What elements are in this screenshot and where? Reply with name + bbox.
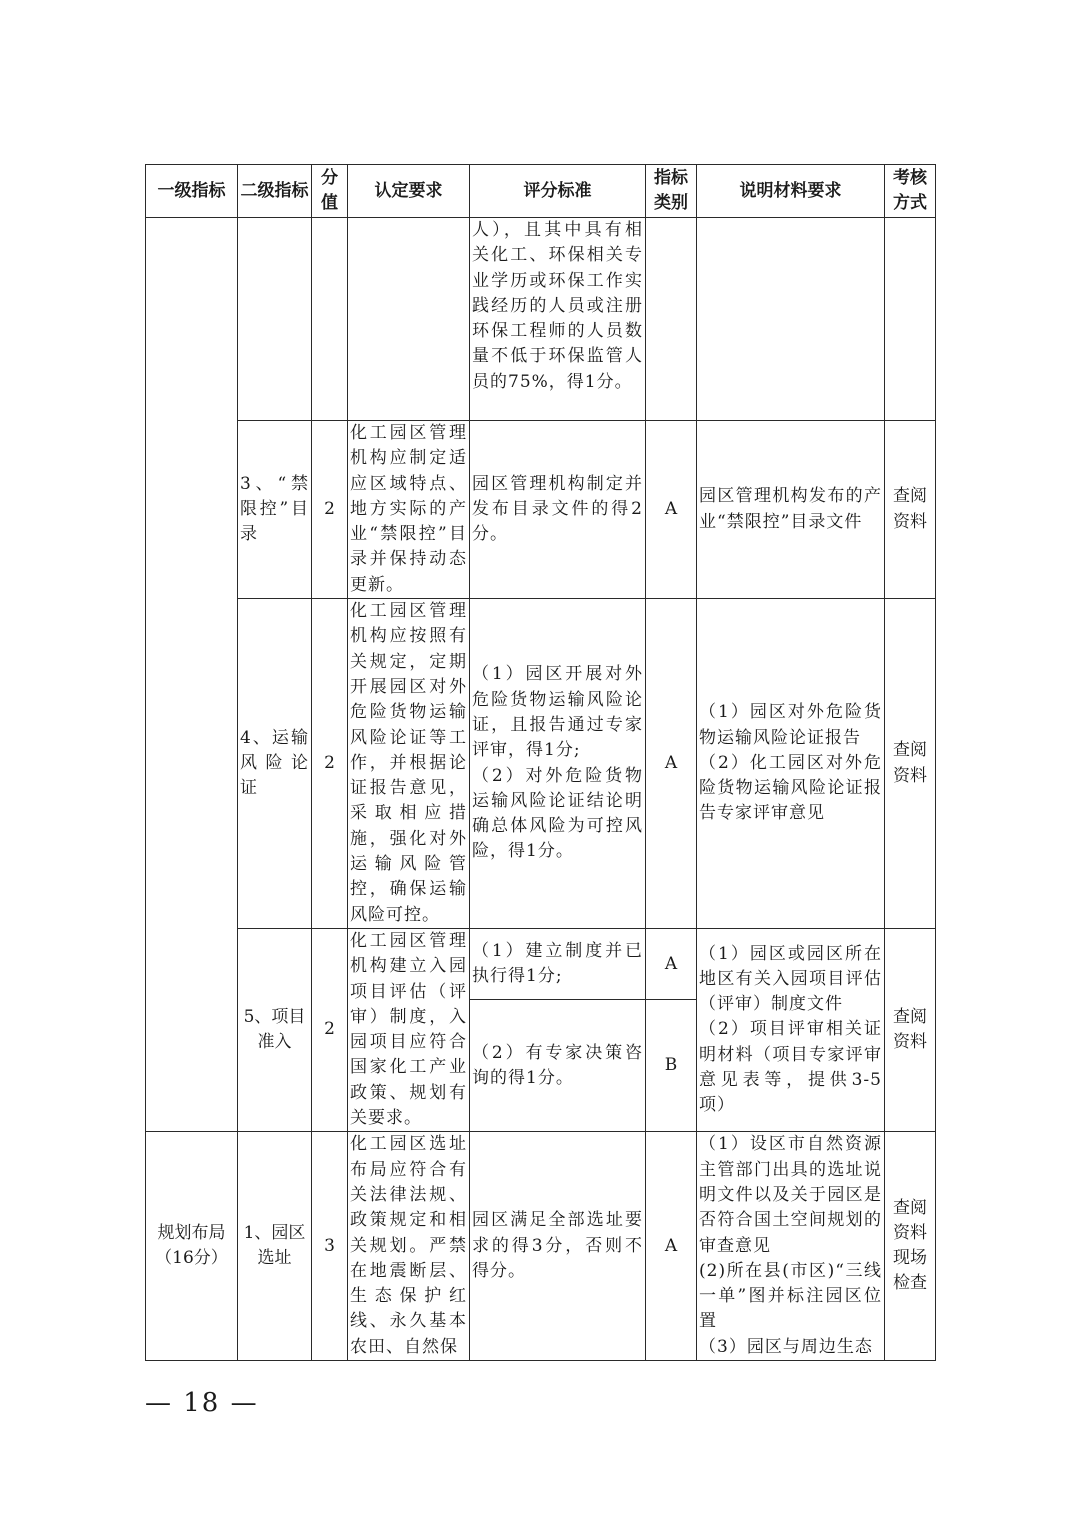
criteria-cell: （1）建立制度并已执行得1分; xyxy=(470,928,646,999)
score-cell: 2 xyxy=(312,928,348,1131)
category-cell: B xyxy=(646,1000,697,1132)
category-cell: A xyxy=(646,599,697,929)
criteria-cell xyxy=(470,599,646,929)
requirement-cell: 化工园区管理机构应制定适应区域特点、地方实际的产业“禁限控”目录并保持动态更新。 xyxy=(348,421,470,599)
header-materials: 说明材料要求 xyxy=(697,165,885,218)
level2-cell: 4、运输风险论证 xyxy=(238,599,312,929)
score-cell: 2 xyxy=(312,599,348,929)
score-cell: 2 xyxy=(312,421,348,599)
category-cell: A xyxy=(646,928,697,999)
table-row xyxy=(146,1132,936,1361)
criteria-item-1: （1）园区开展对外危险货物运输风险论证，且报告通过专家评审，得1分; xyxy=(472,664,643,761)
criteria-item-2: （2）对外危险货物运输风险论证结论明确总体风险为可控风险，得1分。 xyxy=(472,765,643,862)
evaluation-table xyxy=(145,164,936,1361)
method-cell: 查阅资料现场检查 xyxy=(885,1132,936,1361)
table-row xyxy=(146,421,936,599)
materials-cell xyxy=(697,1132,885,1361)
materials-cell xyxy=(697,928,885,1131)
category-cell: A xyxy=(646,421,697,599)
criteria-cell: 园区满足全部选址要求的得3分，否则不得分。 xyxy=(470,1132,646,1361)
score-cell xyxy=(312,218,348,421)
criteria-cell: 园区管理机构制定并发布目录文件的得2分。 xyxy=(470,421,646,599)
level2-cell: 1、园区选址 xyxy=(238,1132,312,1361)
score-cell: 3 xyxy=(312,1132,348,1361)
materials-item-2: (2)所在县(市区)“三线一单”图并标注园区位置 xyxy=(699,1260,882,1332)
level2-cell: 3、“禁限控”目录 xyxy=(238,421,312,599)
method-cell: 查阅资料 xyxy=(885,928,936,1131)
header-method: 考核方式 xyxy=(885,165,936,218)
header-level2: 二级指标 xyxy=(238,165,312,218)
table-row xyxy=(146,928,936,999)
criteria-cell: 人），且其中具有相关化工、环保相关专业学历或环保工作实践经历的人员或注册环保工程师的人员数量不低于环保监管人员的75%，得1分。 xyxy=(470,218,646,421)
materials-item-1: （1）园区对外危险货物运输风险论证报告 xyxy=(699,702,882,748)
materials-item-2: （2）化工园区对外危险货物运输风险论证报告专家评审意见 xyxy=(699,752,882,824)
method-cell: 查阅资料 xyxy=(885,421,936,599)
header-level1: 一级指标 xyxy=(146,165,238,218)
materials-cell xyxy=(697,599,885,929)
header-category: 指标类别 xyxy=(646,165,697,218)
table-header-row xyxy=(146,165,936,218)
materials-item-1: （1）设区市自然资源主管部门出具的选址说明文件以及关于园区是否符合国土空间规划的审查意见 xyxy=(699,1134,882,1256)
level2-cell: 5、项目准入 xyxy=(238,928,312,1131)
header-criteria: 评分标准 xyxy=(470,165,646,218)
requirement-cell: 化工园区管理机构应按照有关规定，定期开展园区对外危险货物运输风险论证等工作，并根据论证报告意见，采取相应措施，强化对外运输风险管控，确保运输风险可控。 xyxy=(348,599,470,929)
category-cell: A xyxy=(646,1132,697,1361)
materials-item-1: （1）园区或园区所在地区有关入园项目评估（评审）制度文件 xyxy=(699,943,882,1015)
materials-cell xyxy=(697,218,885,421)
materials-cell: 园区管理机构发布的产业“禁限控”目录文件 xyxy=(697,421,885,599)
level2-cell xyxy=(238,218,312,421)
header-requirement: 认定要求 xyxy=(348,165,470,218)
level1-cell: 规划布局（16分） xyxy=(146,1132,238,1361)
materials-item-2: （2）项目评审相关证明材料（项目专家评审意见表等，提供3-5项） xyxy=(699,1019,882,1116)
header-score: 分值 xyxy=(312,165,348,218)
table-row xyxy=(146,218,936,421)
requirement-cell xyxy=(348,218,470,421)
level1-cell-empty xyxy=(146,218,238,1132)
page-number: — 18 — xyxy=(145,1388,259,1418)
category-cell xyxy=(646,218,697,421)
table-row xyxy=(146,599,936,929)
method-cell: 查阅资料 xyxy=(885,599,936,929)
method-cell xyxy=(885,218,936,421)
requirement-cell: 化工园区选址布局应符合有关法律法规、政策规定和相关规划。严禁在地震断层、生态保护红线、永久基本农田、自然保 xyxy=(348,1132,470,1361)
requirement-cell: 化工园区管理机构建立入园项目评估（评审）制度，入园项目应符合国家化工产业政策、规划有关要求。 xyxy=(348,928,470,1131)
materials-item-3: （3）园区与周边生态 xyxy=(699,1336,873,1357)
criteria-cell: （2）有专家决策咨询的得1分。 xyxy=(470,1000,646,1132)
